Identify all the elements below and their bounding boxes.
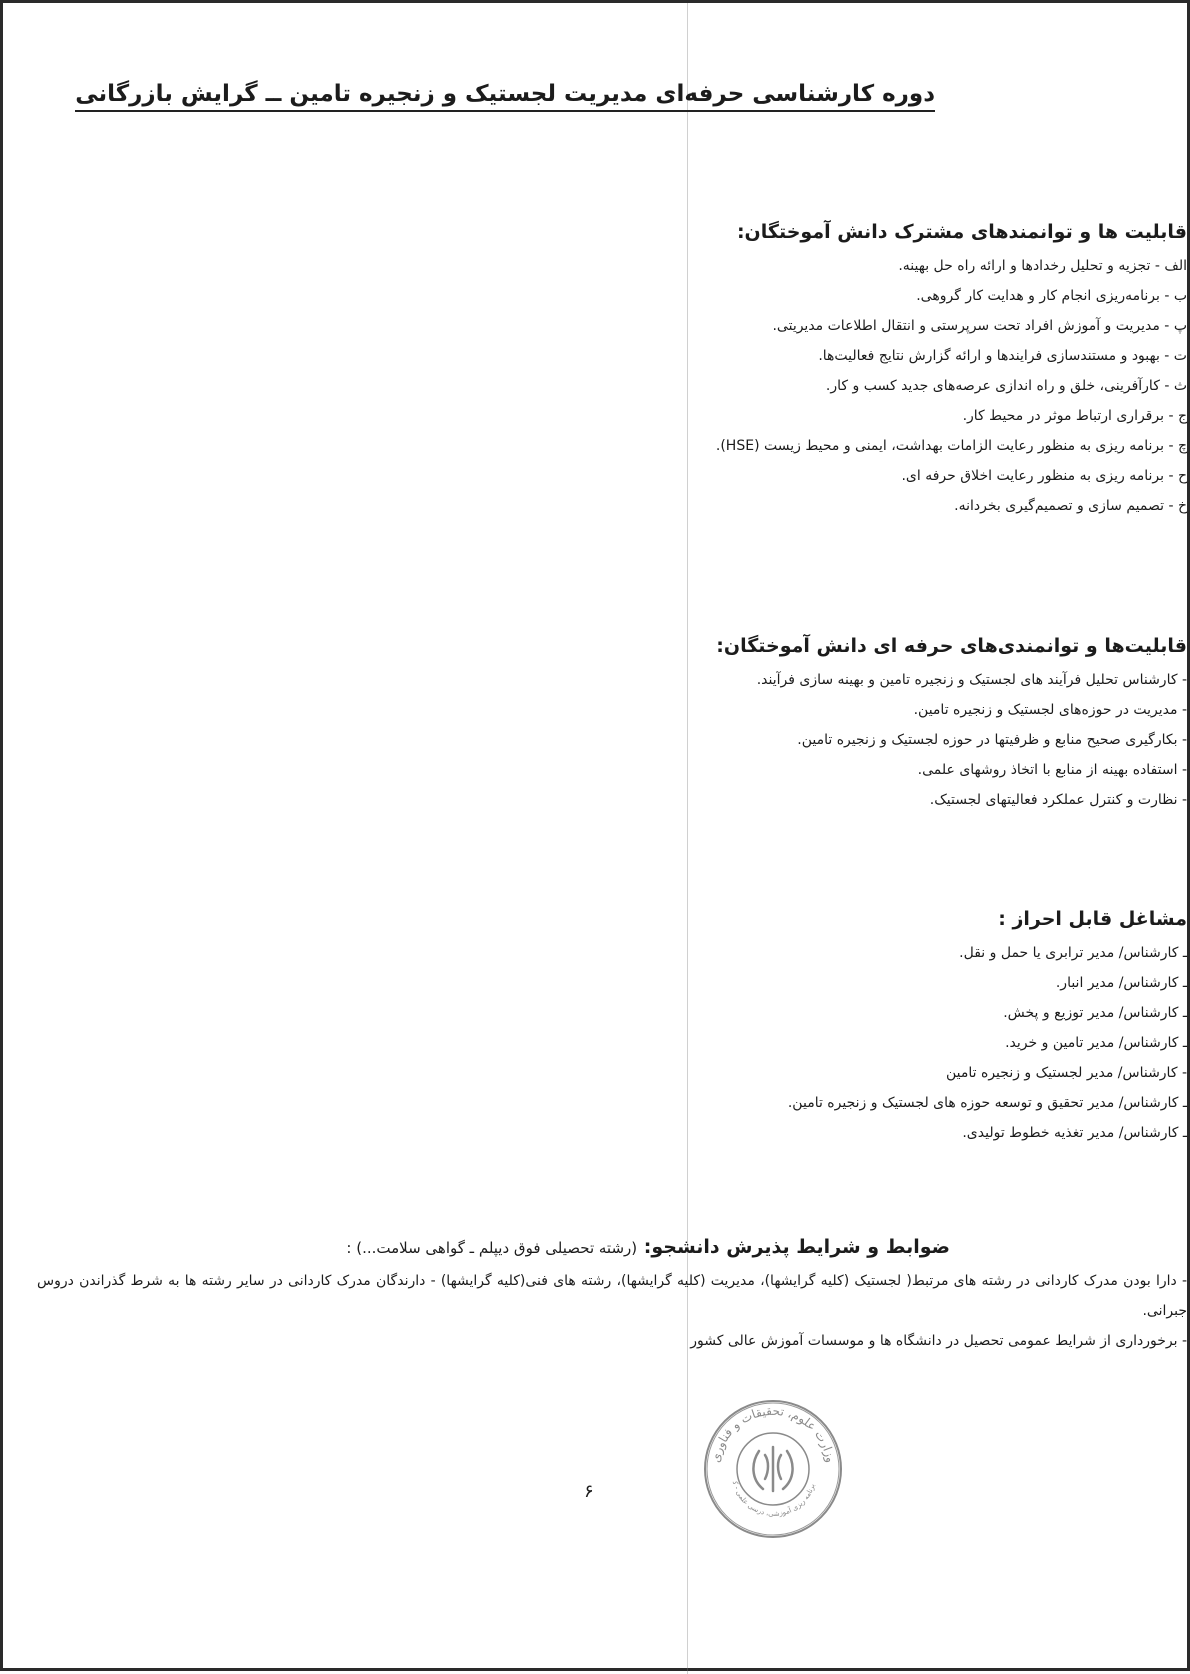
- page-number: ۶: [584, 1481, 594, 1502]
- list-item: - کارشناس/ مدیر لجستیک و زنجیره تامین: [946, 1065, 1187, 1081]
- list-item: خ - تصمیم سازی و تصمیم‌گیری بخردانه.: [954, 498, 1187, 514]
- list-item: ث - کارآفرینی، خلق و راه اندازی عرصه‌های جدید کسب و کار.: [825, 378, 1187, 394]
- section-heading: قابلیت ها و توانمندهای مشترک دانش آموختگان:: [736, 221, 1187, 243]
- list-item: - برخورداری از شرایط عمومی تحصیل در دانشگاه ها و موسسات آموزش عالی کشور: [690, 1333, 1187, 1349]
- section-heading: مشاغل قابل احراز :: [998, 908, 1187, 930]
- ministry-seal-stamp: [693, 1391, 853, 1541]
- list-item: ب - برنامه‌ریزی انجام کار و هدایت کار گروهی.: [916, 288, 1187, 304]
- list-item: ـ کارشناس/ مدیر تحقیق و توسعه حوزه های لجستیک و زنجیره تامین.: [787, 1095, 1187, 1111]
- jobs-section: [300, 908, 1187, 1148]
- list-item: - مدیریت در حوزه‌های لجستیک و زنجیره تامین.: [913, 702, 1187, 718]
- list-item: ـ کارشناس/ مدیر توزیع و پخش.: [1003, 1005, 1187, 1021]
- list-item: ت - بهبود و مستندسازی فرایندها و ارائه گزارش نتایج فعالیت‌ها.: [818, 348, 1187, 364]
- document-title: دوره کارشناسی حرفه‌ای مدیریت لجستیک و زنجیره تامین ــ گرایش بازرگانی: [75, 81, 935, 112]
- list-item: - دارا بودن مدرک کاردانی در رشته های مرتبط( لجستیک (کلیه گرایشها)، مدیریت (کلیه گرایشها)، رشته های فنی(کلیه گرایشها) - دارندگان مدرک کاردانی در سایر رشته ها به شرط گذراندن دروس جبرانی.: [37, 1273, 1187, 1319]
- list-item: - بکارگیری صحیح منابع و ظرفیتها در حوزه لجستیک و زنجیره تامین.: [797, 732, 1187, 748]
- section-heading: [37, 1236, 950, 1258]
- admission-section: [37, 1236, 1187, 1356]
- seal-inner-text: برنامه ریزی آموزشی، درسی علمی - ک: [730, 1480, 817, 1518]
- admission-list: [37, 1266, 1187, 1356]
- list-item: ج - برقراری ارتباط موثر در محیط کار.: [962, 408, 1187, 424]
- jobs-list: [300, 938, 1187, 1148]
- list-item: ـ کارشناس/ مدیر انبار.: [1055, 975, 1187, 991]
- list-item: چ - برنامه ریزی به منظور رعایت الزامات بهداشت، ایمنی و محیط زیست (HSE).: [715, 438, 1187, 454]
- list-item: ح - برنامه ریزی به منظور رعایت اخلاق حرفه ای.: [901, 468, 1187, 484]
- list-item: الف - تجزیه و تحلیل رخدادها و ارائه راه حل بهینه.: [898, 258, 1187, 274]
- section-heading: قابلیت‌ها و توانمندی‌های حرفه ای دانش آموختگان:: [716, 635, 1187, 657]
- seal-outer-text: وزارت علوم، تحقیقات و فناوری: [708, 1403, 838, 1464]
- list-item: پ - مدیریت و آموزش افراد تحت سرپرستی و انتقال اطلاعات مدیریتی.: [772, 318, 1187, 334]
- list-item: - کارشناس تحلیل فرآیند های لجستیک و زنجیره تامین و بهینه سازی فرآیند.: [756, 672, 1187, 688]
- list-item: ـ کارشناس/ مدیر ترابری یا حمل و نقل.: [959, 945, 1187, 961]
- common-capabilities-section: [300, 221, 1187, 521]
- list-item: ـ کارشناس/ مدیر تغذیه خطوط تولیدی.: [962, 1125, 1187, 1141]
- capabilities-list: [300, 251, 1187, 521]
- professional-capabilities-section: [300, 635, 1187, 815]
- seal-icon: [693, 1391, 853, 1541]
- admission-heading-text: ضوابط و شرایط پذیرش دانشجو:: [643, 1236, 950, 1258]
- list-item: - نظارت و کنترل عملکرد فعالیتهای لجستیک.: [929, 792, 1187, 808]
- admission-heading-note: (رشته تحصیلی فوق دیپلم ـ گواهی سلامت...) :: [346, 1239, 638, 1257]
- professional-list: [300, 665, 1187, 815]
- list-item: - استفاده بهینه از منابع با اتخاذ روشهای علمی.: [917, 762, 1187, 778]
- list-item: ـ کارشناس/ مدیر تامین و خرید.: [1005, 1035, 1187, 1051]
